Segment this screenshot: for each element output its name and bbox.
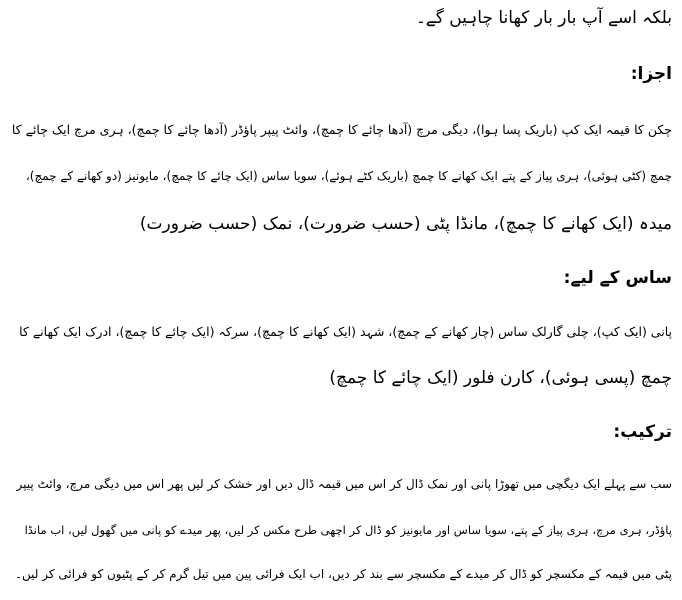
- ingredients-line: میدہ (ایک کھانے کا چمچ)، مانڈا پٹی (حسب ضرورت)، نمک (حسب ضرورت): [139, 214, 672, 234]
- method-line: پاؤڈر، ہری مرچ، ہری پیاز کے پتے، سویا ساس اور مایونیز کو ڈال کر اچھی طرح مکس کر لیں، پھر میدے کو پانی میں گھول لیں، اب مانڈا: [24, 523, 672, 537]
- intro-text: بلکہ اسے آپ بار بار کھانا چاہیں گے۔: [415, 8, 672, 28]
- sauce-line: پانی (ایک کپ)، چلی گارلک ساس (چار کھانے کے چمچ)، شہد (ایک کھانے کا چمچ)، سرکہ (ایک چائے کا چمچ)، ادرک ایک کھانے کا: [19, 324, 672, 339]
- ingredients-line: چکن کا قیمہ ایک کپ (باریک پسا ہوا)، دیگی مرچ (آدھا چائے کا چمچ)، وائٹ پیپر پاؤڈر (آدھا چائے کا چمچ)، ہری مرچ ایک چائے کا: [11, 122, 672, 137]
- sauce-heading: ساس کے لیے:: [563, 268, 672, 288]
- ingredients-heading: اجزا:: [630, 64, 672, 84]
- method-line: پٹی میں قیمہ کے مکسچر کو ڈال کر میدے کے مکسچر سے بند کر دیں، اب ایک فرائی پین میں تیل گرم کر کے پٹیوں کو فرائی کر لیں۔: [15, 567, 672, 581]
- sauce-line: چمچ (پسی ہوئی)، کارن فلور (ایک چائے کا چمچ): [329, 368, 672, 388]
- method-line: سب سے پہلے ایک دیگچی میں تھوڑا پانی اور نمک ڈال کر اس میں قیمہ ڈال دیں اور خشک کر لیں پھر اس میں دیگی مرچ، وائٹ پیپر: [16, 477, 672, 491]
- ingredients-line: چمچ (کٹی ہوئی)، ہری پیاز کے پتے ایک کھانے کا چمچ (باریک کٹے ہوئے)، سویا ساس (ایک چائے کا چمچ)، مایونیز (دو کھانے کے چمچ)،: [25, 169, 672, 183]
- method-heading: ترکیب:: [613, 422, 672, 442]
